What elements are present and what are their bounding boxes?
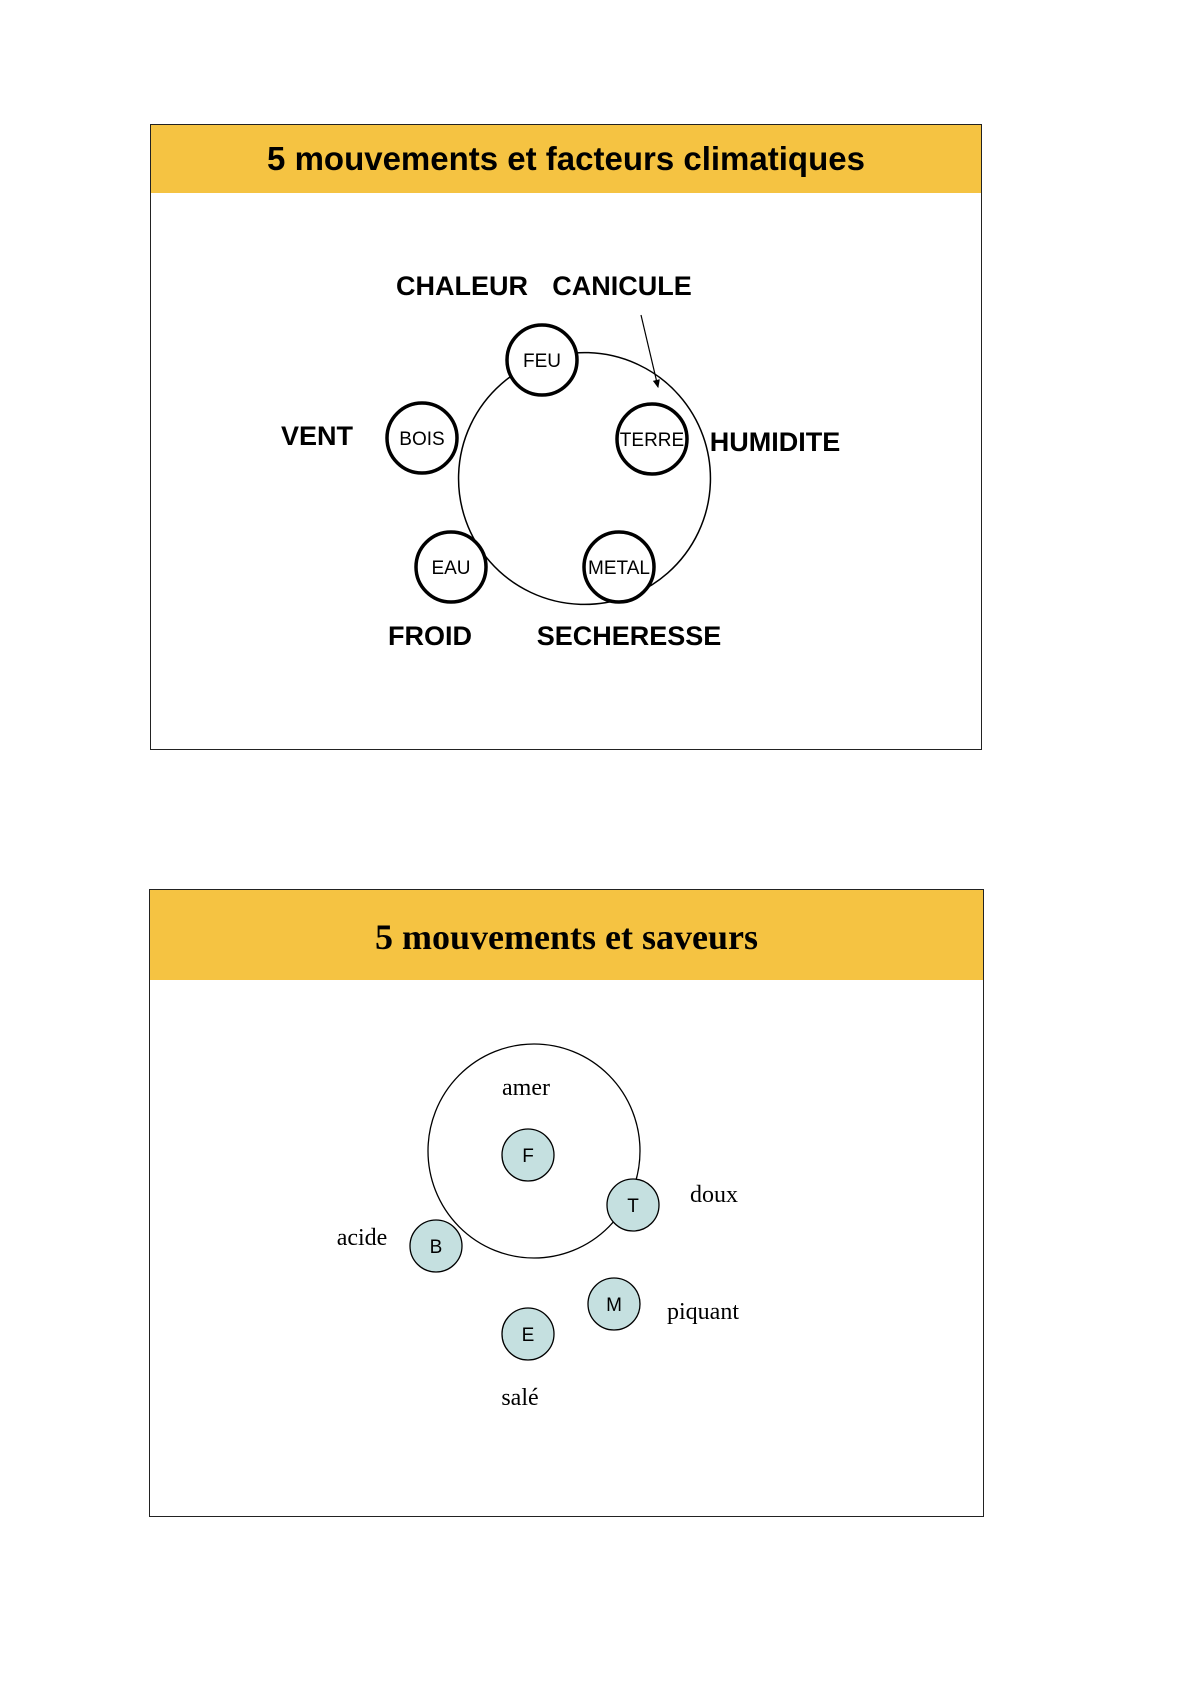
node-label: EAU xyxy=(431,558,471,579)
flavor-sale: salé xyxy=(501,1385,539,1411)
node-label: FEU xyxy=(523,351,561,372)
node-m xyxy=(588,1278,640,1330)
node-bois xyxy=(387,403,457,473)
slide-title: 5 mouvements et facteurs climatiques xyxy=(151,125,981,193)
node-label: METAL xyxy=(588,558,650,579)
flavor-doux: doux xyxy=(690,1182,738,1208)
slide-title: 5 mouvements et saveurs xyxy=(150,890,983,980)
factor-secheresse: SECHERESSE xyxy=(536,621,722,651)
node-label: BOIS xyxy=(399,429,445,450)
five-elements-climate-diagram xyxy=(151,125,983,751)
node-label: M xyxy=(606,1295,622,1316)
node-b xyxy=(410,1220,462,1272)
slide-flavors xyxy=(149,889,984,1517)
factor-froid: FROID xyxy=(388,621,472,651)
node-label: T xyxy=(627,1196,639,1217)
node-label: F xyxy=(522,1146,534,1167)
node-label: TERRE xyxy=(619,430,685,451)
node-metal xyxy=(584,532,654,602)
node-f xyxy=(502,1129,554,1181)
flavor-piquant: piquant xyxy=(667,1299,739,1325)
node-e xyxy=(502,1308,554,1360)
canicule-arrow xyxy=(641,315,658,387)
factor-chaleur: CHALEUR xyxy=(396,271,528,301)
factor-canicule: CANICULE xyxy=(552,271,692,301)
node-eau xyxy=(416,532,486,602)
node-label: E xyxy=(521,1325,535,1346)
flavor-acide: acide xyxy=(336,1225,388,1251)
node-feu xyxy=(507,325,577,395)
node-terre xyxy=(617,404,687,474)
factor-humidite: HUMIDITE xyxy=(709,427,841,457)
node-label: B xyxy=(429,1237,443,1258)
slide-climatic-factors xyxy=(150,124,982,750)
node-t xyxy=(607,1179,659,1231)
five-elements-flavors-diagram xyxy=(150,890,985,1518)
flavor-amer: amer xyxy=(502,1075,550,1101)
factor-vent: VENT xyxy=(280,421,354,451)
